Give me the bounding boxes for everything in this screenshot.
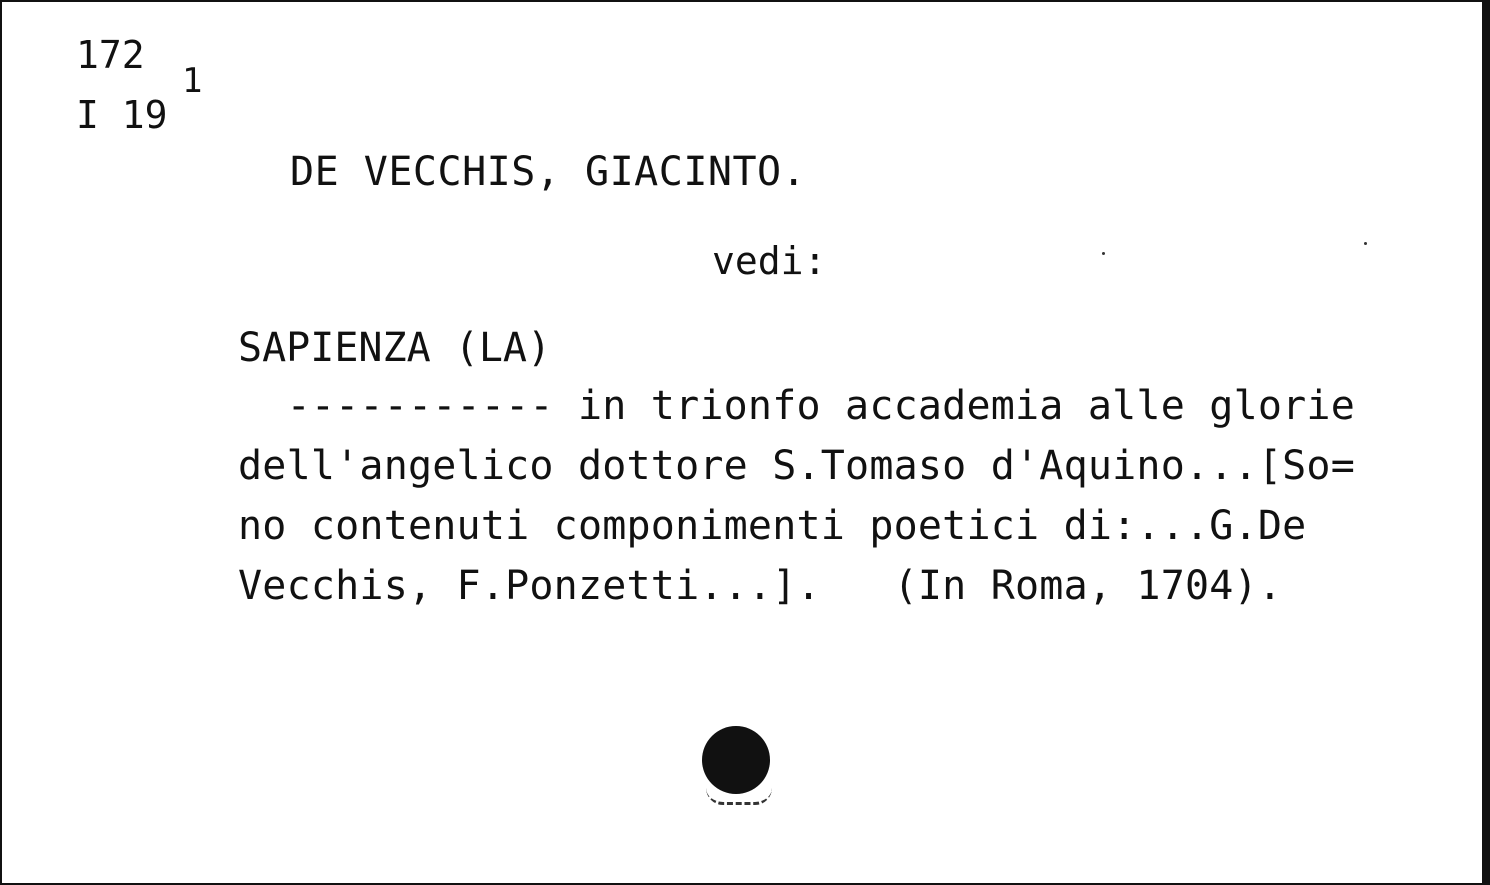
punch-hole — [702, 726, 770, 794]
subject-heading: SAPIENZA (LA) — [238, 325, 552, 371]
punch-hole-smudge — [706, 788, 772, 805]
call-number-line2: I 19 — [76, 93, 168, 137]
card-edge — [1482, 2, 1488, 883]
body-line-2: dell'angelico dottore S.Tomaso d'Aquino...[So= — [238, 443, 1355, 489]
speck — [1102, 252, 1105, 255]
body-line-4: Vecchis, F.Ponzetti...]. (In Roma, 1704). — [238, 563, 1283, 609]
body-line-1: ----------- in trionfo accademia alle glorie — [238, 383, 1355, 429]
author-heading: DE VECCHIS, GIACINTO. — [290, 149, 807, 195]
speck — [1364, 242, 1367, 245]
call-number-line1: 172 — [76, 33, 145, 77]
call-number-superscript: 1 — [182, 61, 203, 101]
body-line-3: no contenuti componimenti poetici di:...G.De — [238, 503, 1307, 549]
see-reference-label: vedi: — [712, 239, 827, 283]
